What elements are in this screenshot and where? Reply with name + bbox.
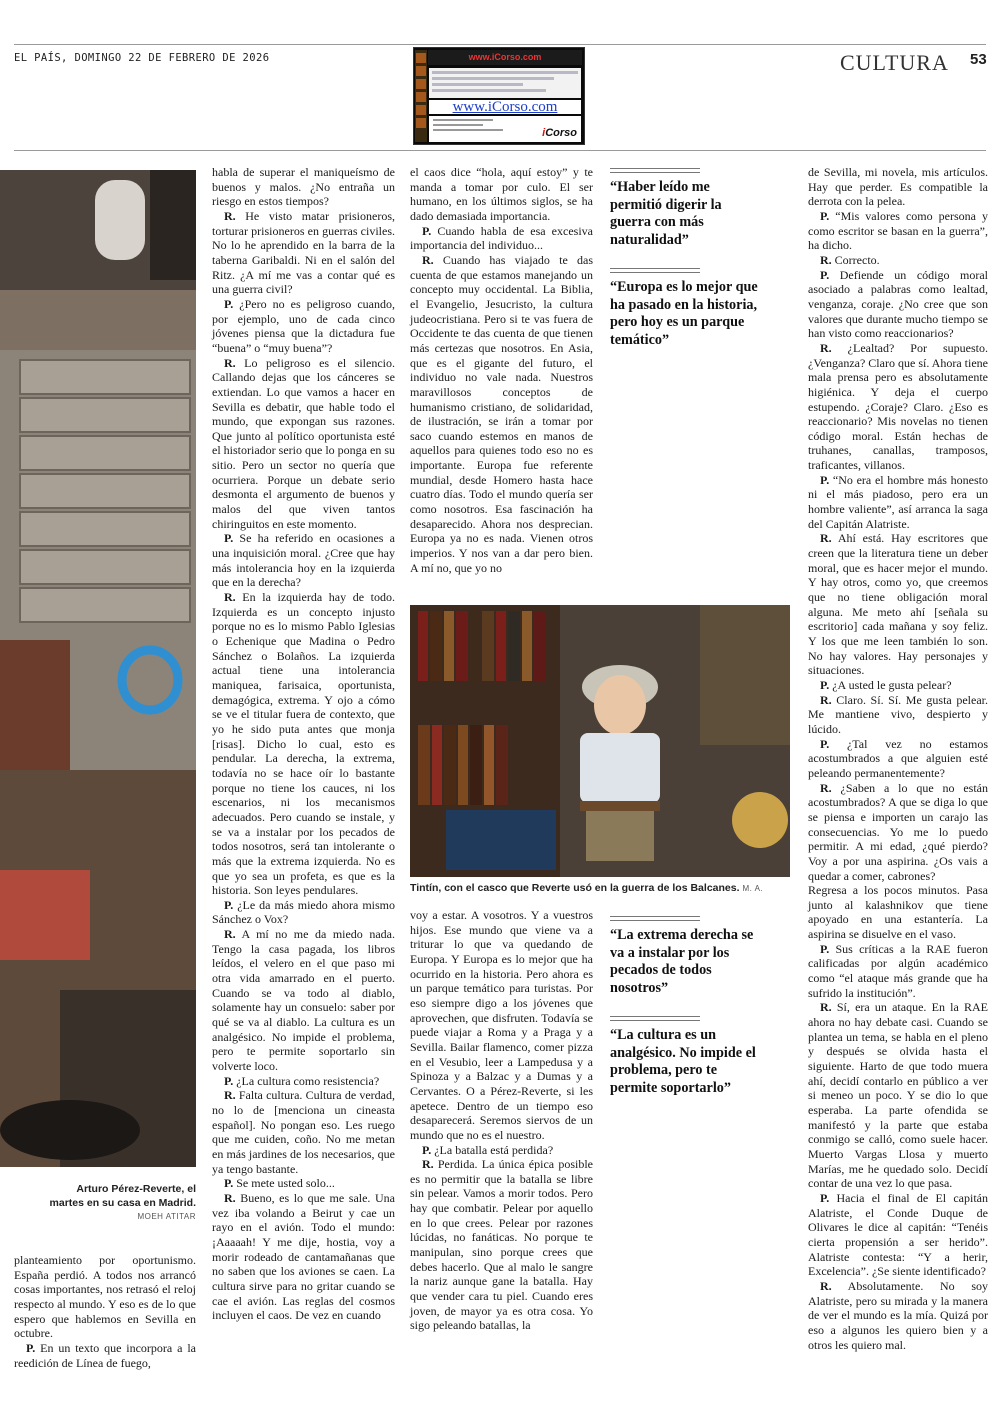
paragraph-text: En la izquierda hay de todo. Izquierda es un concepto injusto porque no es lo mismo Pablo Iglesias o Echenique que Madina o Pedro Sánchez o Bolaños. La izquierda actual tiene una intolerancia maniquea, farisaica, oportunista, demagógica, extrema. Y ojo a cómo se ve el titular fuera de contexto, que yo he sido puta antes que monja [risas]. Dicho lo cual, esto es pendular. La derecha, la extrema, todavía no se hace oír lo bastante porque no tiene los cauces, ni los escenarios, ni los mecanismos adecuados. Pero cuando se instale, y se va a instalar por los pecados de todos nosotros, será tan intolerante o más que la extrema izquierda. No es que yo sea un profeta, es que es la historia. Son leyes pendulares.	[212, 590, 395, 898]
paragraph	[808, 678, 988, 693]
article-column-3-top	[410, 165, 593, 575]
paragraph-text: Ahí está. Hay escritores que creen que la literatura tiene un deber moral, que es hacer mejor el mundo. Y hay otros, como yo, que creemos que no tiene obligación moral alguna. Me meto ahí [señala su escritorio] cada mañana y soy feliz. Y los que me leen también lo son. No hay valores. Hay personajes y situaciones.	[808, 531, 988, 678]
pull-quote-4: “La cultura es un analgésico. No impide el problema, pero te permite soportarlo”	[610, 1016, 760, 1097]
author-photo	[0, 170, 196, 1167]
paragraph	[212, 927, 395, 1074]
paragraph	[808, 165, 988, 209]
answer-marker: R.	[820, 780, 832, 795]
advertisement[interactable]	[413, 47, 585, 145]
paragraph-text: Cuando habla de esa excesiva importancia del individuo...	[410, 223, 593, 253]
answer-marker: R.	[820, 340, 832, 355]
answer-marker: R.	[224, 1190, 236, 1205]
paragraph-text: habla de superar el maniqueísmo de buenos y malos. ¿No entraña un riesgo en estos tiempos?	[212, 165, 395, 209]
question-marker: P.	[422, 223, 432, 238]
ad-body	[429, 68, 581, 98]
paragraph	[14, 1341, 196, 1370]
paragraph	[808, 1000, 988, 1191]
answer-marker: R.	[820, 531, 832, 546]
paragraph-text: ¿Le da más miedo ahora mismo Sánchez o Vox?	[212, 897, 395, 927]
paragraph-text: “No era el hombre más honesto ni el más piadoso, pero era un hombre valiente”, así arranca la saga del Capitán Alatriste.	[808, 472, 988, 531]
paragraph	[808, 473, 988, 532]
ad-logo: iCorso	[542, 127, 577, 139]
paragraph	[212, 209, 395, 297]
paragraph	[212, 1176, 395, 1191]
answer-marker: R.	[224, 208, 236, 223]
paragraph-text: ¿Saben a lo que no están acostumbrados? A que se diga lo que se piensa e importen un carajo las consecuencias. Yo me lo puedo permitir. A mi edad, ¿qué pierdo? Voy a por una aspirina. ¿Os vais a quedar a comer, cabrones?	[808, 780, 988, 883]
publication-date: EL PAÍS, DOMINGO 22 DE FEBRERO DE 2026	[14, 52, 270, 64]
paragraph-text: planteamiento por oportunismo. España perdió. A todos nos arrancó cosas importantes, nos retrasó el reloj respecto al mundo. Y eso es de lo que espero que hablemos en Sevilla en octubre.	[14, 1253, 196, 1341]
paragraph-text: ¿Lealtad? Por supuesto. ¿Venganza? Claro que sí. Ahora tiene mala prensa pero es absolutamente higiénica. Y deja el cuerpo estupendo. ¿Coraje? Claro. ¿Eso es reaccionario? Mis novelas no tienen código moral. Están hechas de truhanes, canallas, tramposos, traficantes, villanos.	[808, 340, 988, 473]
article-column-2	[212, 165, 395, 1323]
paragraph-text: Se mete usted solo...	[233, 1176, 335, 1191]
paragraph-text: el caos dice “hola, aquí estoy” y te manda a tomar por culo. El ser humano, en los últimos siglos, se ha dado demasiada importancia.	[410, 165, 593, 223]
paragraph	[808, 693, 988, 737]
paragraph	[212, 1088, 395, 1176]
paragraph-text: Falta cultura. Cultura de verdad, no lo de [menciona un cineasta español]. No pongan eso. Les ruego que me cuiden, coño. No me metan en más jardines de los necesarios, que ya tengo bastante.	[212, 1088, 395, 1176]
paragraph	[808, 883, 988, 942]
paragraph	[808, 253, 988, 268]
question-marker: P.	[820, 736, 830, 751]
paragraph	[410, 224, 593, 253]
page-number: 53	[970, 51, 987, 68]
paragraph-text: En un texto que incorpora a la reedición de Línea de fuego,	[14, 1340, 196, 1370]
answer-marker: R.	[422, 252, 434, 267]
answer-marker: R.	[224, 1088, 236, 1103]
tintin-photo-illustration	[410, 605, 790, 877]
question-marker: P.	[224, 1176, 234, 1191]
paragraph	[212, 1074, 395, 1089]
paragraph-text: Sí, era un ataque. En la RAE ahora no hay debate casi. Cuando se plantea un tema, se habla en el pleno y después se olvida hasta el siguiente. Harto de que todo muera ahí, decidí contarlo en público a ver si meneo un poco. Y se dio lo que esperaba. La parte ofendida se manifestó y la parte que estaba conmigo se calló, como suele hacer. Muerto Vargas Llosa y muerto Marías, me he quedado solo. Decidí contar de una vez lo que pasa.	[808, 1000, 988, 1191]
paragraph-text: Se ha referido en ocasiones a una inquisición moral. ¿Cree que hay más intolerancia hoy en la izquierda que en la derecha?	[212, 531, 395, 590]
answer-marker: R.	[820, 252, 832, 267]
paragraph	[808, 737, 988, 781]
paragraph-text: Hacia el final de El capitán Alatriste, el Conde Duque de Olivares le dice al capitán: “Tenéis cierta propensión a ser herido”. Alatriste contesta: “Y a herir, Excelencia”. ¿Se siente identificado?	[808, 1190, 988, 1279]
paragraph	[808, 942, 988, 1001]
answer-marker: R.	[820, 692, 832, 707]
header-top-rule	[14, 44, 986, 45]
question-marker: P.	[224, 531, 234, 546]
ad-url-link[interactable]: www.iCorso.com	[429, 100, 581, 114]
answer-marker: R.	[224, 927, 236, 942]
pull-quote-3: “La extrema derecha se va a instalar por los pecados de todos nosotros”	[610, 916, 760, 997]
article-column-3-bottom	[410, 908, 593, 1333]
paragraph-text: Defiende un código moral asociado a palabras como lealtad, venganza, coraje. ¿No cree que son valores que durante mucho tiempo se han visto como reaccionarios?	[808, 267, 988, 341]
paragraph	[808, 781, 988, 884]
article-column-1	[14, 1253, 196, 1370]
photo-credit: MOEH ATITAR	[137, 1212, 196, 1221]
pull-quote-2: “Europa es lo mejor que ha pasado en la historia, pero hoy es un parque temático”	[610, 268, 760, 349]
paragraph-text: Correcto.	[831, 252, 880, 267]
question-marker: P.	[422, 1142, 432, 1157]
article-column-5	[808, 165, 988, 1352]
paragraph-text: Lo peligroso es el silencio. Callando dejas que los cánceres se extiendan. Lo que vamos a hacer en Sevilla es debatir, que hable todo el mundo, que expongan sus razones. Que junto al político oportunista esté el historiador serio que lo ponga en su sitio. Pero un sector no quería que ocurriera. Porque un debate serio desmonta el argumento de buenos y malos del que viven tantos chiringuitos en este momento.	[212, 355, 395, 531]
answer-marker: R.	[224, 355, 236, 370]
answer-marker: R.	[820, 1278, 832, 1293]
paragraph	[212, 898, 395, 927]
paragraph-text: ¿Tal vez no estamos acostumbrados a que alguien esté peleando permanentemente?	[808, 736, 988, 780]
paragraph-text: He visto matar prisioneros, torturar prisioneros en guerras civiles. No lo he aprendido en la barra de la taberna Garibaldi. Ni en el salón del Ritz. ¿A mí me vas a contar qué es una guerra civil?	[212, 208, 395, 297]
question-marker: P.	[224, 296, 234, 311]
paragraph-text: ¿Pero no es peligroso cuando, por ejemplo, uno de cada cinco jóvenes piensa que la dictadura fue “buena” o “muy buena”?	[212, 296, 395, 355]
question-marker: P.	[224, 1073, 234, 1088]
paragraph	[808, 341, 988, 473]
answer-marker: R.	[820, 1000, 832, 1015]
paragraph	[808, 1191, 988, 1279]
paragraph-text: Cuando has viajado te das cuenta de que estamos manejando un concepto muy occidental. La Biblia, el Evangelio, Jesucristo, la cultura judeocristiana. Pero si te vas fuera de Occidente te das cuenta de que tienen más certezas que nosotros. En Asia, que es el gigante del futuro, el individuo no vale nada. Nuestros maravillosos conceptos de humanismo cristiano, de solidaridad, de ilustración, se irán a tomar por saco cuando estemos en manos de aquellos para quienes todo eso no es importante. Europa fue referente mundial, desde Homero hasta hace cuatro días. Todo el mundo quería ser como nosotros. Esa fascinación ha desaparecido. Ahora nos desprecian. Europa ya no es nada. Vienen otros imperios. Y nos van a dar pero bien. A mí no, que yo no	[410, 252, 593, 575]
paragraph-text: Regresa a los pocos minutos. Pasa junto al kalashnikov que tiene apoyado en una estantería. La aspirina se disuelve en el vaso.	[808, 883, 988, 942]
paragraph	[410, 1143, 593, 1158]
paragraph	[808, 268, 988, 341]
paragraph	[14, 1253, 196, 1341]
paragraph	[212, 356, 395, 532]
paragraph-text: de Sevilla, mi novela, mis artículos. Hay que perder. Es compatible la derrota con la pelea.	[808, 165, 988, 209]
paragraph	[212, 590, 395, 898]
question-marker: P.	[820, 1190, 830, 1205]
paragraph-text: ¿La cultura como resistencia?	[233, 1073, 380, 1088]
question-marker: P.	[26, 1340, 36, 1355]
header-bottom-rule	[14, 150, 986, 151]
paragraph-text: A mí no me da miedo nada. Tengo la casa pagada, los libros leídos, el velero en el que paso mi otra vida amarrado en el puerto. Cuando se va todo al diablo, solamente hay un consuelo: saber por qué se va al diablo. La cultura es un analgésico. No impide el problema, pero te permite soportarlo sin volverte loco.	[212, 927, 395, 1074]
ad-footer	[429, 116, 581, 142]
question-marker: P.	[820, 208, 830, 223]
paragraph	[808, 209, 988, 253]
pull-quote-1: “Haber leído me permitió digerir la guerra con más naturalidad”	[610, 168, 760, 249]
paragraph-text: ¿A usted le gusta pelear?	[829, 677, 952, 692]
paragraph	[212, 531, 395, 590]
tintin-photo	[410, 605, 790, 877]
paragraph-text: ¿La batalla está perdida?	[431, 1142, 554, 1157]
paragraph-text: Absolutamente. No soy Alatriste, pero su mirada y la manera de ver el mundo es la mía. Quizá por eso a algunos les quiero bien y a otros les quiero mal.	[808, 1278, 988, 1352]
tintin-photo-caption: Tintín, con el casco que Reverte usó en la guerra de los Balcanes. M. A.	[410, 882, 764, 894]
paragraph-text: voy a estar. A vosotros. Y a vuestros hijos. Ese mundo que viene va a triturar lo que va quedando de Europa. Y Europa es lo mejor que ha ocurrido en la historia. Pero ahora es un parque temático para turistas. Por eso siempre digo a los jóvenes que aprovechen, que disfruten. Todavía se puede viajar a Roma y a Praga y a Sevilla. Bailar flamenco, comer pizza en el Vesubio, leer a Lampedusa y a Spinoza y a Balzac y a Dumas y a Cervantes. O a Pérez-Reverte, si les apetece. Dentro de un tiempo eso desaparecerá. Seremos siervos de un mundo que no es el nuestro.	[410, 908, 593, 1142]
ad-banner: www.iCorso.com	[428, 50, 582, 65]
paragraph	[410, 908, 593, 1143]
paragraph	[212, 1191, 395, 1323]
answer-marker: R.	[224, 590, 236, 605]
author-photo-caption: Arturo Pérez-Reverte, el martes en su casa en Madrid. MOEH ATITAR	[49, 1183, 196, 1221]
answer-marker: R.	[422, 1157, 434, 1172]
paragraph	[212, 165, 395, 209]
ad-sidebar	[415, 50, 427, 142]
question-marker: P.	[820, 941, 830, 956]
paragraph	[808, 1279, 988, 1352]
paragraph	[410, 1157, 593, 1333]
paragraph-text: Perdida. La única épica posible es no permitir que la batalla se libre sin pelear. Vamos a morir todos. Pero hay que combatir. Pelear por aquello en lo que crees. Pelear por razones lúcidas, no fanáticas. No porque te manipulan, sino porque crees que debes hacerlo. Que al malo le sangre la nariz aunque gane la batalla. Hay que vender cara tu piel. Cuando eres joven, de mayor ya es otra cosa. Yo sigo peleando batallas, la	[410, 1157, 593, 1333]
paragraph-text: “Mis valores como persona y como escritor se basan en la guerra”, ha dicho.	[808, 208, 988, 253]
section-title: CULTURA	[840, 50, 949, 75]
author-photo-illustration	[0, 170, 196, 1167]
question-marker: P.	[224, 897, 234, 912]
photo-credit: M. A.	[742, 884, 764, 893]
question-marker: P.	[820, 267, 830, 282]
paragraph-text: Bueno, es lo que me sale. Una vez iba volando a Beirut y cae un rayo en el avión. Todo el mundo: ¡Aaaaah! Y me dije, hostia, voy a morir rodeado de cantamañanas que no saben que los aviones se caen. La cultura sirve para no gritar cuando se cae el avión. Las reglas del cosmos incluyen el caos. De vez en cuando	[212, 1190, 395, 1323]
paragraph	[410, 253, 593, 575]
paragraph	[410, 165, 593, 224]
paragraph	[212, 297, 395, 356]
paragraph-text: Sus críticas a la RAE fueron calificadas por algún académico como “el ataque más grande que ha sufrido la institución”.	[808, 941, 988, 1000]
question-marker: P.	[820, 472, 830, 487]
paragraph	[808, 531, 988, 678]
question-marker: P.	[820, 677, 830, 692]
paragraph-text: Claro. Sí. Sí. Me gusta pelear. Me mantiene vivo, despierto y lúcido.	[808, 692, 988, 736]
